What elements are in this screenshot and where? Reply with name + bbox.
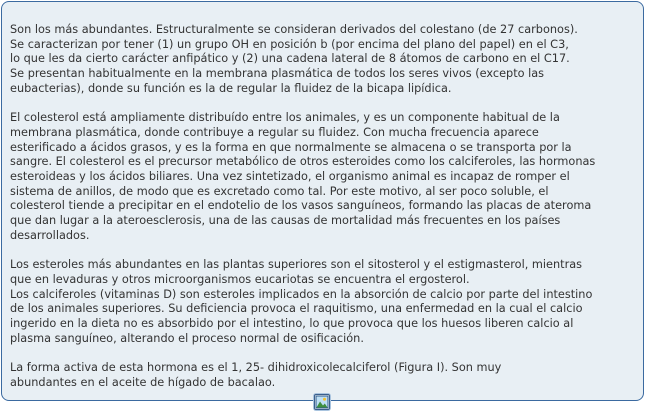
content-panel [1, 1, 644, 401]
paragraph-forma-activa: La forma activa de esta hormona es el 1, 25- dihidroxicolecalciferol (Figura I). Son muy abundantes en el aceite de hígado de bacalao. [10, 361, 502, 389]
paragraph-esteroles: Son los más abundantes. Estructuralmente se consideran derivados del colestano (de 27 carbonos). Se caracterizan por tener (1) un grupo OH en posición b (por encima del plano del papel) en el C3, lo que les da cierto carácter anfipático y (2) una cadena lateral de 8 átomos de carbono en el C17. Se presentan habitualmente en la membrana plasmática de todos los seres vivos (excepto las eubacterias), donde su función es la de regular la fluidez de la bicapa lipídica. [10, 23, 578, 95]
paragraph-colesterol: El colesterol está ampliamente distribuído entre los animales, y es un componente habitual de la membrana plasmática, donde contribuye a regular su fluidez. Con mucha frecuencia aparece esterificado a ácidos grasos, y es la forma en que normalmente se almacena o se transporta por la sangre. El colesterol es el precursor metabólico de otros esteroides como los calciferoles, las hormonas esteroideas y los ácidos biliares. Una vez sintetizado, el organismo animal es incapaz de romper el sistema de anillos, de modo que es excretado como tal. Por este motivo, al ser poco soluble, el colesterol tiende a precipitar en el endotelio de los vasos sanguíneos, formando las placas de ateroma que dan lugar a la ateroesclerosis, una de las causas de mortalidad más frecuentes en los países desarrollados. [10, 111, 596, 242]
image-icon[interactable] [314, 394, 330, 410]
paragraph-plantas-calciferoles: Los esteroles más abundantes en las plantas superiores son el sitosterol y el estigmasterol, mientras que en levaduras y otros microorganismos eucariotas se encuentra el ergosterol. Los calciferoles (vitaminas D) son esteroles implicados en la absorción de calcio por parte del intestino de los animales superiores. Su deficiencia provoca el raquitismo, una enfermedad en la cual el calcio ingerido en la dieta no es absorbido por el intestino, lo que provoca que los huesos liberen calcio al plasma sanguíneo, alterando el proceso normal de osificación. [10, 258, 593, 345]
image-icon-graphic [315, 395, 329, 409]
